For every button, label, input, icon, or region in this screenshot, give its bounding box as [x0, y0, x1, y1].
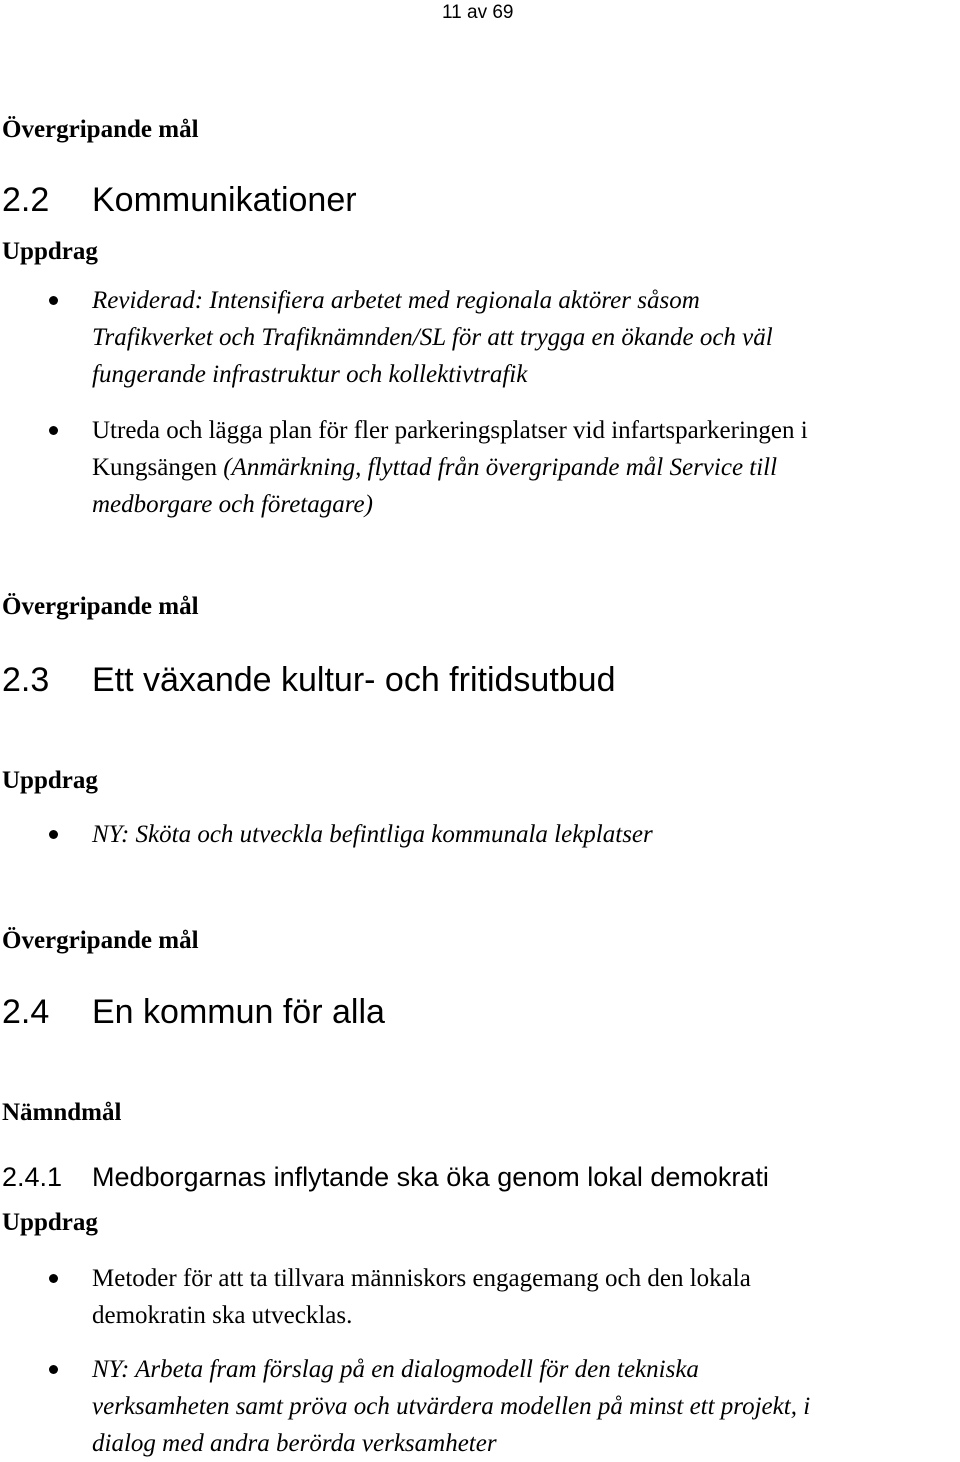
subsection-heading-2-4-1	[2, 1162, 769, 1193]
uppdrag-label: Uppdrag	[2, 767, 98, 794]
text-line: Reviderad: Intensifiera arbetet med regionala aktörer såsom	[92, 287, 700, 314]
text-line: NY: Arbeta fram förslag på en dialogmodell för den tekniska	[92, 1356, 699, 1383]
list-item-text	[92, 412, 808, 523]
text-line: Trafikverket och Trafiknämnden/SL för att trygga en ökande och väl	[92, 324, 773, 351]
section-title: Ett växande kultur- och fritidsutbud	[92, 661, 616, 699]
text-line: NY: Sköta och utveckla befintliga kommunala lekplatser	[92, 821, 653, 848]
list-item-text	[92, 1351, 810, 1462]
namndmal-label: Nämndmål	[2, 1099, 122, 1126]
list-item-text	[92, 282, 773, 393]
section-number: 2.2	[2, 181, 50, 219]
section-number: 2.3	[2, 661, 50, 699]
bullet-icon	[49, 830, 58, 839]
overgripande-mal-label: Övergripande mål	[2, 593, 199, 620]
bullet-icon	[49, 296, 58, 305]
page-number: 11 av 69	[442, 2, 514, 23]
text-line: Utreda och lägga plan för fler parkeringsplatser vid infartsparkeringen i	[92, 417, 808, 444]
section-heading-2-2	[2, 181, 357, 220]
uppdrag-label: Uppdrag	[2, 1209, 98, 1236]
section-heading-2-4	[2, 993, 385, 1032]
text-line: dialog med andra berörda verksamheter	[92, 1430, 497, 1457]
section-number: 2.4	[2, 993, 50, 1031]
text-line	[92, 449, 808, 486]
bullet-icon	[49, 426, 58, 435]
bullet-icon	[49, 1365, 58, 1374]
text-line: fungerande infrastruktur och kollektivtrafik	[92, 361, 528, 388]
bullet-icon	[49, 1274, 58, 1283]
text-span: Kungsängen	[92, 454, 224, 481]
subsection-number: 2.4.1	[2, 1162, 63, 1192]
list-item-text	[92, 816, 653, 853]
text-line: demokratin ska utvecklas.	[92, 1302, 353, 1329]
text-line: verksamheten samt pröva och utvärdera modellen på minst ett projekt, i	[92, 1393, 811, 1420]
section-title: Kommunikationer	[92, 181, 357, 219]
annotation-text: (Anmärkning, flyttad från övergripande mål Service till	[223, 454, 778, 481]
annotation-text: medborgare och företagare)	[92, 491, 373, 518]
section-title: En kommun för alla	[92, 993, 385, 1031]
overgripande-mal-label: Övergripande mål	[2, 927, 199, 954]
subsection-title: Medborgarnas inflytande ska öka genom lokal demokrati	[92, 1162, 769, 1192]
uppdrag-label: Uppdrag	[2, 238, 98, 265]
list-item-text	[92, 1260, 751, 1334]
section-heading-2-3	[2, 661, 616, 700]
text-line: Metoder för att ta tillvara människors engagemang och den lokala	[92, 1265, 751, 1292]
overgripande-mal-label: Övergripande mål	[2, 116, 199, 143]
